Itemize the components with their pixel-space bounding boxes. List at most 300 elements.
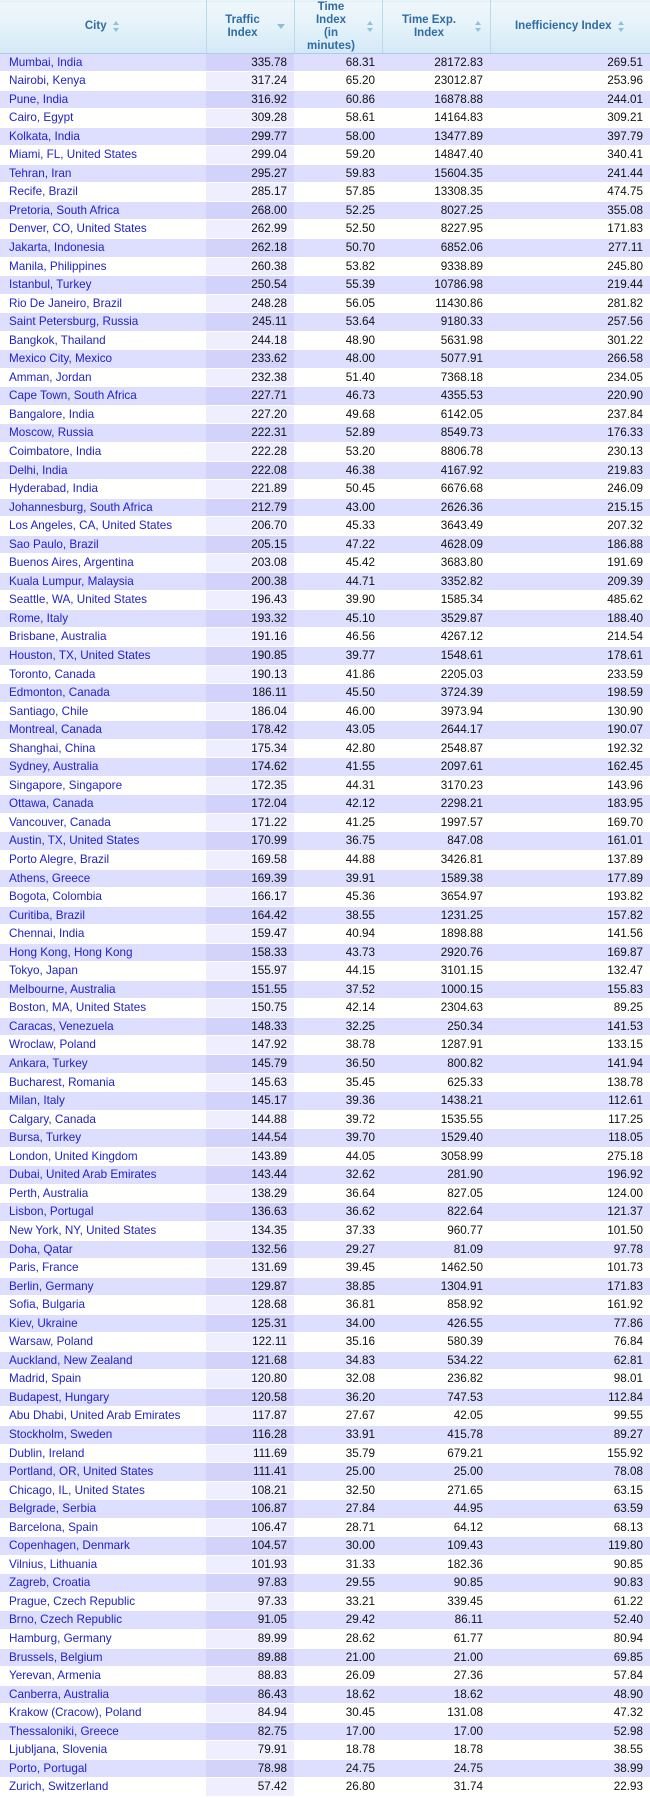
cell-time-exp-index: 415.78 [382, 1425, 490, 1444]
cell-city[interactable]: Auckland, New Zealand [0, 1351, 206, 1370]
cell-city[interactable]: London, United Kingdom [0, 1147, 206, 1166]
cell-time-index: 41.86 [294, 665, 382, 684]
cell-time-exp-index: 13308.35 [382, 183, 490, 202]
cell-city[interactable]: Berlin, Germany [0, 1277, 206, 1296]
table-row[interactable] [0, 1425, 650, 1444]
cell-city[interactable]: Stockholm, Sweden [0, 1425, 206, 1444]
table-row[interactable] [0, 1221, 650, 1240]
table-row[interactable] [0, 684, 650, 703]
table-row[interactable] [0, 609, 650, 628]
cell-time-index: 28.62 [294, 1629, 382, 1648]
table-row[interactable] [0, 1314, 650, 1333]
cell-city[interactable]: Wroclaw, Poland [0, 1036, 206, 1055]
table-row[interactable] [0, 535, 650, 554]
cell-traffic-index: 171.22 [206, 813, 294, 832]
cell-time-exp-index: 281.90 [382, 1166, 490, 1185]
table-row[interactable] [0, 721, 650, 740]
cell-city[interactable]: Pune, India [0, 90, 206, 109]
cell-inefficiency-index: 244.01 [490, 90, 650, 109]
table-row[interactable] [0, 1648, 650, 1667]
cell-inefficiency-index: 89.25 [490, 999, 650, 1018]
table-row[interactable] [0, 1240, 650, 1259]
cell-inefficiency-index: 124.00 [490, 1184, 650, 1203]
cell-city[interactable]: Mexico City, Mexico [0, 350, 206, 369]
cell-city[interactable]: Kuala Lumpur, Malaysia [0, 572, 206, 591]
table-row[interactable] [0, 387, 650, 406]
column-header-time-index[interactable] [294, 1, 382, 54]
cell-city[interactable]: Curitiba, Brazil [0, 906, 206, 925]
table-row[interactable] [0, 1778, 650, 1797]
table-row[interactable] [0, 1463, 650, 1482]
cell-traffic-index: 222.28 [206, 442, 294, 461]
cell-city[interactable]: Calgary, Canada [0, 1110, 206, 1129]
table-row[interactable] [0, 276, 650, 295]
cell-time-exp-index: 1589.38 [382, 869, 490, 888]
cell-city[interactable]: Doha, Qatar [0, 1240, 206, 1259]
table-row[interactable] [0, 665, 650, 684]
cell-city[interactable]: Cairo, Egypt [0, 109, 206, 128]
cell-city[interactable]: Bangalore, India [0, 405, 206, 424]
cell-traffic-index: 108.21 [206, 1481, 294, 1500]
cell-time-exp-index: 9338.89 [382, 257, 490, 276]
table-row[interactable] [0, 257, 650, 276]
cell-time-exp-index: 3426.81 [382, 851, 490, 870]
cell-city[interactable]: Rome, Italy [0, 609, 206, 628]
sort-toggle-icon-inefficiency-index[interactable] [617, 20, 626, 33]
table-row[interactable] [0, 888, 650, 907]
cell-city[interactable]: Amman, Jordan [0, 368, 206, 387]
cell-time-index: 18.62 [294, 1685, 382, 1704]
cell-city[interactable]: Brussels, Belgium [0, 1648, 206, 1667]
cell-time-index: 41.55 [294, 758, 382, 777]
cell-city[interactable]: Ankara, Turkey [0, 1055, 206, 1074]
cell-city[interactable]: Seattle, WA, United States [0, 591, 206, 610]
cell-city[interactable]: Canberra, Australia [0, 1685, 206, 1704]
cell-inefficiency-index: 155.92 [490, 1444, 650, 1463]
table-row[interactable] [0, 1518, 650, 1537]
cell-city[interactable]: Moscow, Russia [0, 424, 206, 443]
cell-time-exp-index: 17.00 [382, 1722, 490, 1741]
cell-traffic-index: 57.42 [206, 1778, 294, 1797]
table-row[interactable] [0, 238, 650, 257]
table-row[interactable] [0, 331, 650, 350]
table-row[interactable] [0, 220, 650, 239]
cell-time-index: 58.00 [294, 127, 382, 146]
cell-time-exp-index: 4267.12 [382, 628, 490, 647]
cell-inefficiency-index: 47.32 [490, 1704, 650, 1723]
cell-city[interactable]: Singapore, Singapore [0, 776, 206, 795]
cell-time-index: 26.09 [294, 1667, 382, 1686]
table-row[interactable] [0, 832, 650, 851]
cell-city[interactable]: Abu Dhabi, United Arab Emirates [0, 1407, 206, 1426]
table-row[interactable] [0, 739, 650, 758]
cell-city[interactable]: Kolkata, India [0, 127, 206, 146]
cell-inefficiency-index: 78.08 [490, 1463, 650, 1482]
cell-time-exp-index: 18.78 [382, 1741, 490, 1760]
table-row[interactable] [0, 109, 650, 128]
table-row[interactable] [0, 1481, 650, 1500]
cell-city[interactable]: Miami, FL, United States [0, 146, 206, 165]
cell-city[interactable]: Dubai, United Arab Emirates [0, 1166, 206, 1185]
table-row[interactable] [0, 405, 650, 424]
cell-inefficiency-index: 155.83 [490, 980, 650, 999]
cell-inefficiency-index: 69.85 [490, 1648, 650, 1667]
cell-time-index: 17.00 [294, 1722, 382, 1741]
cell-city[interactable]: Yerevan, Armenia [0, 1667, 206, 1686]
table-row[interactable] [0, 1110, 650, 1129]
cell-time-index: 18.78 [294, 1741, 382, 1760]
cell-city[interactable]: Sydney, Australia [0, 758, 206, 777]
cell-inefficiency-index: 192.32 [490, 739, 650, 758]
table-row[interactable] [0, 53, 650, 72]
table-row[interactable] [0, 294, 650, 313]
table-row[interactable] [0, 925, 650, 944]
table-header [0, 1, 650, 54]
cell-time-exp-index: 23012.87 [382, 72, 490, 91]
table-row[interactable] [0, 1722, 650, 1741]
cell-city[interactable]: Ottawa, Canada [0, 795, 206, 814]
cell-inefficiency-index: 80.94 [490, 1629, 650, 1648]
table-row[interactable] [0, 1055, 650, 1074]
table-row[interactable] [0, 1704, 650, 1723]
cell-city[interactable]: Thessaloniki, Greece [0, 1722, 206, 1741]
cell-inefficiency-index: 38.99 [490, 1759, 650, 1778]
cell-city[interactable]: Chennai, India [0, 925, 206, 944]
column-header-traffic-index[interactable] [206, 1, 294, 54]
cell-city[interactable]: Prague, Czech Republic [0, 1592, 206, 1611]
table-row[interactable] [0, 127, 650, 146]
cell-time-index: 35.45 [294, 1073, 382, 1092]
cell-inefficiency-index: 188.40 [490, 609, 650, 628]
table-row[interactable] [0, 962, 650, 981]
cell-city[interactable]: Pretoria, South Africa [0, 201, 206, 220]
table-row[interactable] [0, 906, 650, 925]
cell-time-exp-index: 21.00 [382, 1648, 490, 1667]
cell-city[interactable]: Sofia, Bulgaria [0, 1296, 206, 1315]
cell-city[interactable]: Barcelona, Spain [0, 1518, 206, 1537]
table-row[interactable] [0, 1129, 650, 1148]
table-row[interactable] [0, 368, 650, 387]
cell-inefficiency-index: 118.05 [490, 1129, 650, 1148]
cell-city[interactable]: Melbourne, Australia [0, 980, 206, 999]
cell-inefficiency-index: 89.27 [490, 1425, 650, 1444]
table-row[interactable] [0, 813, 650, 832]
cell-time-exp-index: 1287.91 [382, 1036, 490, 1055]
cell-inefficiency-index: 219.83 [490, 461, 650, 480]
cell-time-index: 60.86 [294, 90, 382, 109]
cell-traffic-index: 148.33 [206, 1017, 294, 1036]
cell-time-index: 34.00 [294, 1314, 382, 1333]
cell-city[interactable]: Ljubljana, Slovenia [0, 1741, 206, 1760]
cell-city[interactable]: Edmonton, Canada [0, 684, 206, 703]
table-row[interactable] [0, 424, 650, 443]
cell-city[interactable]: Zurich, Switzerland [0, 1778, 206, 1797]
table-row[interactable] [0, 1388, 650, 1407]
table-row[interactable] [0, 1500, 650, 1519]
cell-city[interactable]: Hyderabad, India [0, 480, 206, 499]
cell-time-exp-index: 15604.35 [382, 164, 490, 183]
cell-time-index: 52.50 [294, 220, 382, 239]
table-row[interactable] [0, 1166, 650, 1185]
table-row[interactable] [0, 1351, 650, 1370]
cell-city[interactable]: Lisbon, Portugal [0, 1203, 206, 1222]
cell-city[interactable]: Boston, MA, United States [0, 999, 206, 1018]
cell-city[interactable]: Zagreb, Croatia [0, 1574, 206, 1593]
cell-city[interactable]: Vilnius, Lithuania [0, 1555, 206, 1574]
cell-traffic-index: 205.15 [206, 535, 294, 554]
table-row[interactable] [0, 90, 650, 109]
table-row[interactable] [0, 1296, 650, 1315]
cell-time-exp-index: 6852.06 [382, 238, 490, 257]
column-header-city[interactable] [0, 1, 206, 54]
table-row[interactable] [0, 350, 650, 369]
cell-traffic-index: 144.54 [206, 1129, 294, 1148]
cell-time-exp-index: 1548.61 [382, 647, 490, 666]
cell-time-index: 36.64 [294, 1184, 382, 1203]
cell-inefficiency-index: 171.83 [490, 220, 650, 239]
cell-time-index: 44.31 [294, 776, 382, 795]
sort-toggle-icon-time-exp-index[interactable] [474, 20, 483, 33]
cell-time-exp-index: 3352.82 [382, 572, 490, 591]
cell-time-exp-index: 1997.57 [382, 813, 490, 832]
cell-traffic-index: 132.56 [206, 1240, 294, 1259]
cell-traffic-index: 170.99 [206, 832, 294, 851]
cell-city[interactable]: Dublin, Ireland [0, 1444, 206, 1463]
cell-time-index: 39.77 [294, 647, 382, 666]
cell-city[interactable]: Delhi, India [0, 461, 206, 480]
cell-inefficiency-index: 171.83 [490, 1277, 650, 1296]
cell-time-exp-index: 131.08 [382, 1704, 490, 1723]
cell-city[interactable]: Buenos Aires, Argentina [0, 554, 206, 573]
cell-traffic-index: 91.05 [206, 1611, 294, 1630]
table-row[interactable] [0, 517, 650, 536]
cell-city[interactable]: Brisbane, Australia [0, 628, 206, 647]
cell-city[interactable]: Tokyo, Japan [0, 962, 206, 981]
table-row[interactable] [0, 758, 650, 777]
cell-city[interactable]: Rio De Janeiro, Brazil [0, 294, 206, 313]
table-row[interactable] [0, 1667, 650, 1686]
cell-traffic-index: 244.18 [206, 331, 294, 350]
cell-city[interactable]: Krakow (Cracow), Poland [0, 1704, 206, 1723]
table-row[interactable] [0, 1370, 650, 1389]
table-row[interactable] [0, 1537, 650, 1556]
table-row[interactable] [0, 442, 650, 461]
cell-city[interactable]: Shanghai, China [0, 739, 206, 758]
table-row[interactable] [0, 1555, 650, 1574]
cell-traffic-index: 285.17 [206, 183, 294, 202]
cell-city[interactable]: Toronto, Canada [0, 665, 206, 684]
cell-time-index: 43.00 [294, 498, 382, 517]
cell-city[interactable]: Hamburg, Germany [0, 1629, 206, 1648]
cell-city[interactable]: Budapest, Hungary [0, 1388, 206, 1407]
cell-time-exp-index: 90.85 [382, 1574, 490, 1593]
cell-city[interactable]: Santiago, Chile [0, 702, 206, 721]
table-row[interactable] [0, 164, 650, 183]
cell-inefficiency-index: 143.96 [490, 776, 650, 795]
table-row[interactable] [0, 201, 650, 220]
cell-city[interactable]: Portland, OR, United States [0, 1463, 206, 1482]
table-row[interactable] [0, 1611, 650, 1630]
cell-city[interactable]: Athens, Greece [0, 869, 206, 888]
cell-traffic-index: 86.43 [206, 1685, 294, 1704]
cell-city[interactable]: Bursa, Turkey [0, 1129, 206, 1148]
cell-city[interactable]: Belgrade, Serbia [0, 1500, 206, 1519]
cell-city[interactable]: Montreal, Canada [0, 721, 206, 740]
cell-city[interactable]: Porto, Portugal [0, 1759, 206, 1778]
cell-traffic-index: 122.11 [206, 1333, 294, 1352]
cell-city[interactable]: Jakarta, Indonesia [0, 238, 206, 257]
table-row[interactable] [0, 498, 650, 517]
table-row[interactable] [0, 869, 650, 888]
table-row[interactable] [0, 183, 650, 202]
cell-traffic-index: 89.88 [206, 1648, 294, 1667]
cell-city[interactable]: New York, NY, United States [0, 1221, 206, 1240]
cell-time-index: 29.27 [294, 1240, 382, 1259]
cell-city[interactable]: Tehran, Iran [0, 164, 206, 183]
table-row[interactable] [0, 1017, 650, 1036]
cell-city[interactable]: Mumbai, India [0, 53, 206, 72]
cell-city[interactable]: Chicago, IL, United States [0, 1481, 206, 1500]
cell-time-index: 56.05 [294, 294, 382, 313]
cell-traffic-index: 206.70 [206, 517, 294, 536]
table-row[interactable] [0, 1036, 650, 1055]
cell-inefficiency-index: 241.44 [490, 164, 650, 183]
cell-inefficiency-index: 133.15 [490, 1036, 650, 1055]
table-row[interactable] [0, 146, 650, 165]
cell-city[interactable]: Warsaw, Poland [0, 1333, 206, 1352]
cell-inefficiency-index: 220.90 [490, 387, 650, 406]
cell-city[interactable]: Johannesburg, South Africa [0, 498, 206, 517]
table-row[interactable] [0, 1407, 650, 1426]
cell-inefficiency-index: 119.80 [490, 1537, 650, 1556]
cell-time-index: 39.70 [294, 1129, 382, 1148]
table-row[interactable] [0, 999, 650, 1018]
table-row[interactable] [0, 1147, 650, 1166]
cell-traffic-index: 89.99 [206, 1629, 294, 1648]
cell-inefficiency-index: 253.96 [490, 72, 650, 91]
table-row[interactable] [0, 1203, 650, 1222]
table-row[interactable] [0, 1629, 650, 1648]
column-header-inefficiency-index[interactable] [490, 1, 650, 54]
cell-time-index: 38.85 [294, 1277, 382, 1296]
cell-traffic-index: 147.92 [206, 1036, 294, 1055]
cell-city[interactable]: Bogota, Colombia [0, 888, 206, 907]
cell-city[interactable]: Nairobi, Kenya [0, 72, 206, 91]
table-row[interactable] [0, 980, 650, 999]
table-row[interactable] [0, 795, 650, 814]
cell-time-index: 46.73 [294, 387, 382, 406]
cell-inefficiency-index: 233.59 [490, 665, 650, 684]
table-row[interactable] [0, 702, 650, 721]
cell-city[interactable]: Recife, Brazil [0, 183, 206, 202]
table-row[interactable] [0, 591, 650, 610]
cell-traffic-index: 309.28 [206, 109, 294, 128]
cell-traffic-index: 169.58 [206, 851, 294, 870]
table-row[interactable] [0, 1592, 650, 1611]
cell-city[interactable]: Vancouver, Canada [0, 813, 206, 832]
table-row[interactable] [0, 1741, 650, 1760]
cell-city[interactable]: Manila, Philippines [0, 257, 206, 276]
cell-inefficiency-index: 190.07 [490, 721, 650, 740]
cell-traffic-index: 150.75 [206, 999, 294, 1018]
cell-city[interactable]: Copenhagen, Denmark [0, 1537, 206, 1556]
table-row[interactable] [0, 461, 650, 480]
cell-city[interactable]: Paris, France [0, 1259, 206, 1278]
cell-city[interactable]: Perth, Australia [0, 1184, 206, 1203]
cell-city[interactable]: Houston, TX, United States [0, 647, 206, 666]
cell-traffic-index: 143.44 [206, 1166, 294, 1185]
sort-descending-icon-traffic-index[interactable] [277, 20, 287, 33]
cell-city[interactable]: Saint Petersburg, Russia [0, 313, 206, 332]
cell-city[interactable]: Bucharest, Romania [0, 1073, 206, 1092]
cell-inefficiency-index: 161.92 [490, 1296, 650, 1315]
table-row[interactable] [0, 313, 650, 332]
cell-inefficiency-index: 63.15 [490, 1481, 650, 1500]
cell-city[interactable]: Hong Kong, Hong Kong [0, 943, 206, 962]
table-row[interactable] [0, 628, 650, 647]
sort-toggle-icon-time-index[interactable] [366, 20, 375, 33]
table-row[interactable] [0, 572, 650, 591]
cell-city[interactable]: Brno, Czech Republic [0, 1611, 206, 1630]
table-row[interactable] [0, 647, 650, 666]
table-row[interactable] [0, 1574, 650, 1593]
cell-city[interactable]: Istanbul, Turkey [0, 276, 206, 295]
cell-inefficiency-index: 76.84 [490, 1333, 650, 1352]
cell-time-index: 59.20 [294, 146, 382, 165]
cell-time-index: 52.25 [294, 201, 382, 220]
cell-city[interactable]: Caracas, Venezuela [0, 1017, 206, 1036]
table-row[interactable] [0, 1092, 650, 1111]
cell-city[interactable]: Coimbatore, India [0, 442, 206, 461]
cell-traffic-index: 169.39 [206, 869, 294, 888]
table-row[interactable] [0, 851, 650, 870]
table-row[interactable] [0, 554, 650, 573]
cell-inefficiency-index: 62.81 [490, 1351, 650, 1370]
cell-city[interactable]: Sao Paulo, Brazil [0, 535, 206, 554]
cell-city[interactable]: Milan, Italy [0, 1092, 206, 1111]
cell-city[interactable]: Porto Alegre, Brazil [0, 851, 206, 870]
column-header-time-exp-index[interactable] [382, 1, 490, 54]
table-row[interactable] [0, 1759, 650, 1778]
table-row[interactable] [0, 1277, 650, 1296]
table-row[interactable] [0, 1685, 650, 1704]
table-row[interactable] [0, 1333, 650, 1352]
table-row[interactable] [0, 1444, 650, 1463]
cell-inefficiency-index: 207.32 [490, 517, 650, 536]
sort-toggle-icon-city[interactable] [112, 20, 121, 33]
cell-city[interactable]: Madrid, Spain [0, 1370, 206, 1389]
cell-inefficiency-index: 186.88 [490, 535, 650, 554]
cell-city[interactable]: Bangkok, Thailand [0, 331, 206, 350]
table-row[interactable] [0, 72, 650, 91]
table-row[interactable] [0, 1259, 650, 1278]
cell-time-exp-index: 271.65 [382, 1481, 490, 1500]
cell-time-exp-index: 2304.63 [382, 999, 490, 1018]
cell-city[interactable]: Austin, TX, United States [0, 832, 206, 851]
cell-inefficiency-index: 63.59 [490, 1500, 650, 1519]
table-row[interactable] [0, 776, 650, 795]
cell-city[interactable]: Cape Town, South Africa [0, 387, 206, 406]
cell-city[interactable]: Los Angeles, CA, United States [0, 517, 206, 536]
table-row[interactable] [0, 1184, 650, 1203]
table-row[interactable] [0, 1073, 650, 1092]
cell-time-exp-index: 1535.55 [382, 1110, 490, 1129]
cell-time-index: 39.45 [294, 1259, 382, 1278]
cell-city[interactable]: Denver, CO, United States [0, 220, 206, 239]
table-row[interactable] [0, 480, 650, 499]
cell-city[interactable]: Kiev, Ukraine [0, 1314, 206, 1333]
table-row[interactable] [0, 943, 650, 962]
